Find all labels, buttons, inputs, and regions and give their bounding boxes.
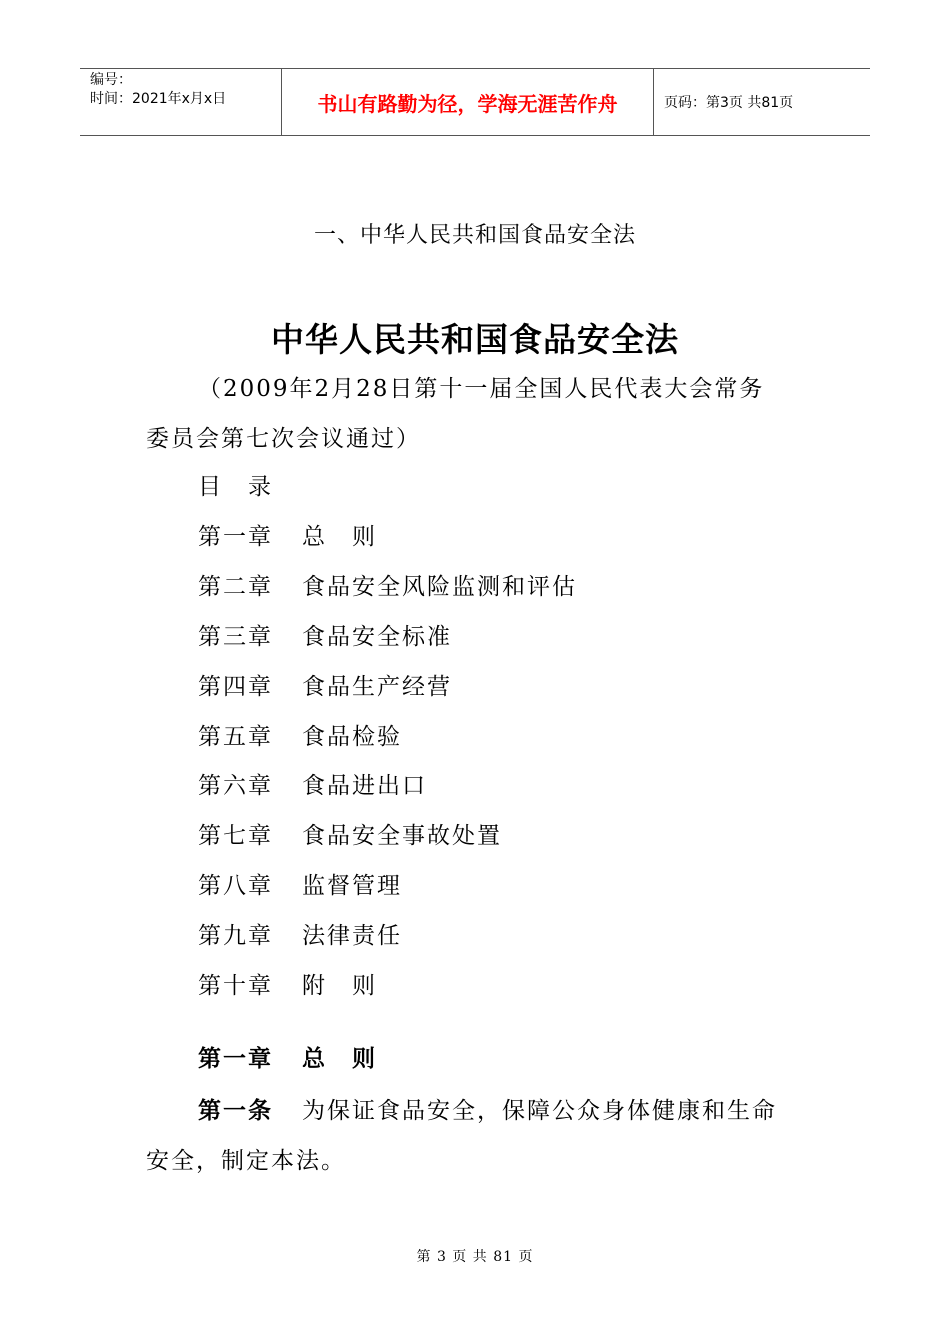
toc-item-title: 法律责任: [302, 923, 402, 949]
toc-item-title: 食品检验: [302, 724, 402, 750]
adoption-line-2: 委员会第七次会议通过）: [146, 426, 421, 452]
chapter-num: 第一章: [198, 1046, 273, 1072]
toc-item-num: 第二章: [198, 574, 273, 600]
header-meta: [80, 69, 282, 135]
toc-item: [198, 718, 402, 751]
toc-item: [198, 967, 377, 1000]
toc-label: 目 录: [198, 474, 273, 500]
page-header: [80, 68, 870, 136]
time-label: 时间：2021年x月x日: [90, 91, 227, 107]
toc-item: [198, 867, 402, 900]
toc-item-num: 第十章: [198, 973, 273, 999]
header-motto: 书山有路勤为径，学海无涯苦作舟: [282, 69, 654, 135]
document-title: 中华人民共和国食品安全法: [271, 320, 679, 359]
toc-item-title: 食品安全事故处置: [302, 823, 502, 849]
header-page-info: 页码：第3页 共81页: [664, 95, 794, 111]
toc-item-title: 总 则: [302, 524, 377, 550]
toc-item-num: 第三章: [198, 624, 273, 650]
article-1-line-1: [198, 1092, 777, 1125]
toc-item-title: 食品安全标准: [302, 624, 452, 650]
toc-item-num: 第五章: [198, 724, 273, 750]
toc-item-num: 第九章: [198, 923, 273, 949]
article-1-line-2: 安全，制定本法。: [146, 1148, 346, 1174]
chapter-title: 总 则: [302, 1046, 377, 1072]
toc-item: [198, 518, 377, 551]
toc-item-num: 第六章: [198, 773, 273, 799]
toc-item-num: 第四章: [198, 674, 273, 700]
toc-item-num: 第七章: [198, 823, 273, 849]
toc-item-title: 附 则: [302, 973, 377, 999]
article-text: 为保证食品安全，保障公众身体健康和生命: [302, 1098, 777, 1124]
section-heading: 一、中华人民共和国食品安全法: [313, 223, 636, 248]
chapter-heading: [198, 1040, 377, 1073]
toc-item-num: 第一章: [198, 524, 273, 550]
toc-item-num: 第八章: [198, 873, 273, 899]
article-label: 第一条: [198, 1098, 273, 1124]
toc-item-title: 食品进出口: [302, 773, 427, 799]
number-label: 编号：: [90, 72, 132, 88]
page-footer: 第 3 页 共 81 页: [416, 1249, 534, 1265]
toc-item: [198, 917, 402, 950]
toc-item: [198, 817, 502, 850]
toc-item-title: 监督管理: [302, 873, 402, 899]
toc-item: [198, 618, 452, 651]
toc-item: [198, 568, 577, 601]
toc-item-title: 食品安全风险监测和评估: [302, 574, 577, 600]
toc-item: [198, 767, 427, 800]
adoption-line-1: （2009年2月28日第十一届全国人民代表大会常务: [198, 376, 765, 402]
toc-item: [198, 668, 452, 701]
toc-item-title: 食品生产经营: [302, 674, 452, 700]
